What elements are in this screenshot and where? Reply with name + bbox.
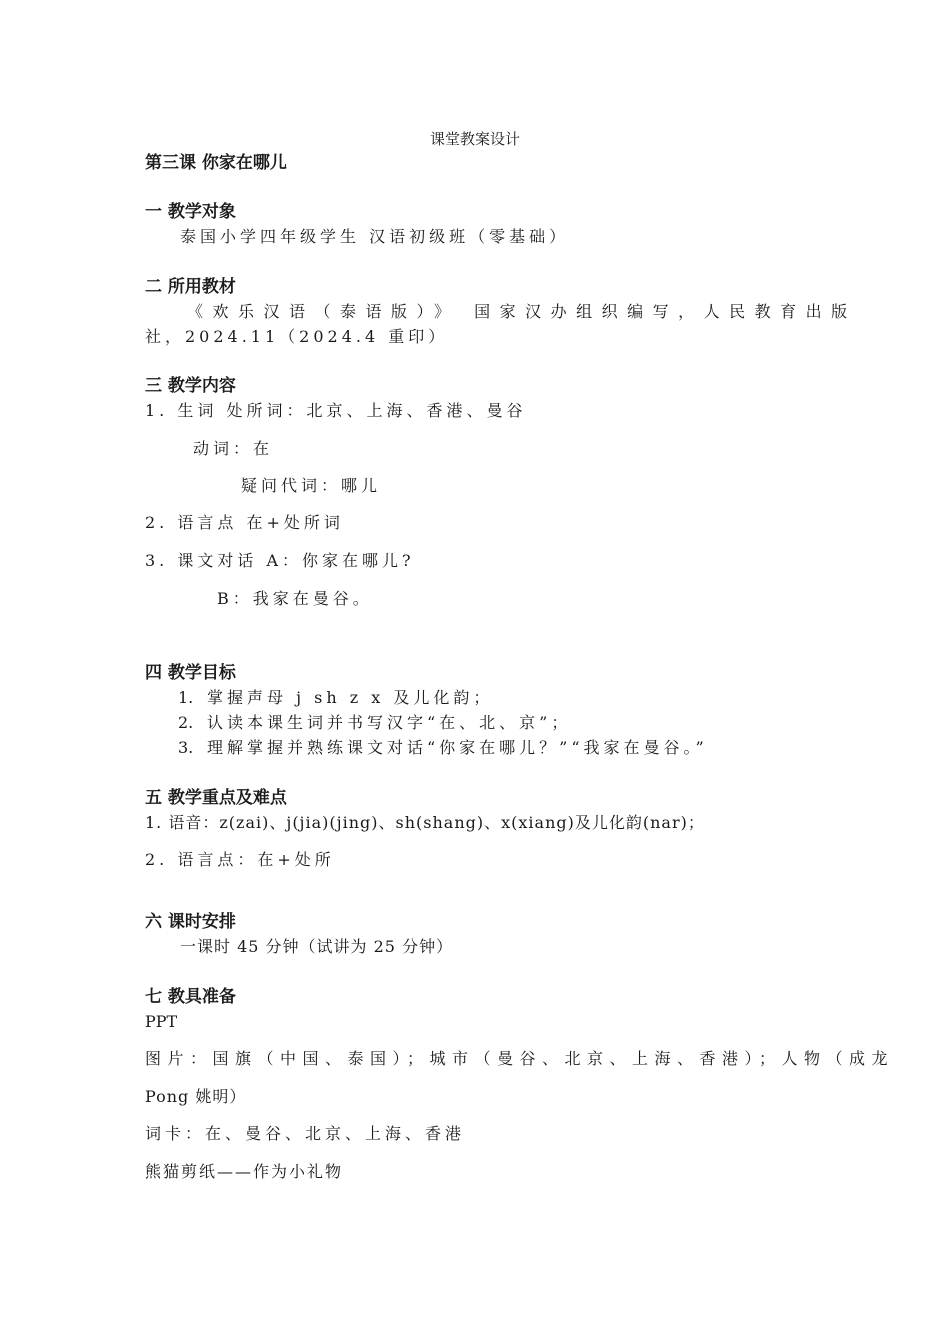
dialog-line-a: 3. 课文对话 A：你家在哪儿?	[145, 551, 415, 570]
objective-number: 1.	[178, 688, 194, 707]
textbook-line-2: 社，2024.11（2024.4 重印）	[145, 327, 449, 346]
audience-text: 泰国小学四年级学生 汉语初级班（零基础）	[180, 227, 570, 246]
document-title: 课堂教案设计	[430, 130, 521, 148]
section-heading-content: 三 教学内容	[145, 376, 236, 396]
vocab-line: 1. 生词 处所词：北京、上海、香港、曼谷	[145, 401, 527, 420]
objective-text: 认读本课生词并书写汉字“在、北、京”；	[207, 713, 572, 732]
section-heading-materials: 七 教具准备	[145, 987, 236, 1007]
section-heading-objectives: 四 教学目标	[145, 663, 236, 683]
objective-text: 理解掌握并熟练课文对话“你家在哪儿？”“我家在曼谷。”	[207, 738, 708, 757]
section-heading-key-points: 五 教学重点及难点	[145, 788, 287, 808]
objective-text: 掌握声母 j sh z x 及儿化韵；	[207, 688, 494, 707]
dialog-line-b: B：我家在曼谷。	[217, 589, 373, 608]
lesson-title: 第三课 你家在哪儿	[145, 153, 287, 173]
key-point-pronunciation: 1. 语音：z(zai)、j(jia)(jing)、sh(shang)、x(xiang)及儿化韵(nar)；	[145, 813, 705, 832]
section-heading-audience: 一 教学对象	[145, 202, 236, 222]
pronoun-line: 疑问代词：哪儿	[241, 476, 382, 495]
grammar-line: 2. 语言点 在+处所词	[145, 513, 344, 532]
objective-number: 2.	[178, 713, 194, 732]
section-heading-schedule: 六 课时安排	[145, 912, 236, 932]
textbook-line-1: 《欢乐汉语（泰语版）》 国家汉办组织编写，人民教育出版	[187, 302, 857, 321]
objective-number: 3.	[178, 738, 194, 757]
materials-gift: 熊猫剪纸——作为小礼物	[145, 1162, 344, 1181]
key-point-grammar: 2. 语言点：在+处所	[145, 850, 335, 869]
section-heading-textbook: 二 所用教材	[145, 277, 236, 297]
materials-pictures-line-1: 图片：国旗（中国、泰国）；城市（曼谷、北京、上海、香港）；人物（成龙	[145, 1049, 895, 1068]
materials-ppt: PPT	[145, 1012, 178, 1031]
schedule-text: 一课时 45 分钟（试讲为 25 分钟）	[180, 937, 454, 956]
materials-word-cards: 词卡：在、曼谷、北京、上海、香港	[145, 1124, 466, 1143]
verb-line: 动词：在	[193, 439, 274, 458]
materials-pictures-line-2: Pong 姚明）	[145, 1087, 247, 1106]
